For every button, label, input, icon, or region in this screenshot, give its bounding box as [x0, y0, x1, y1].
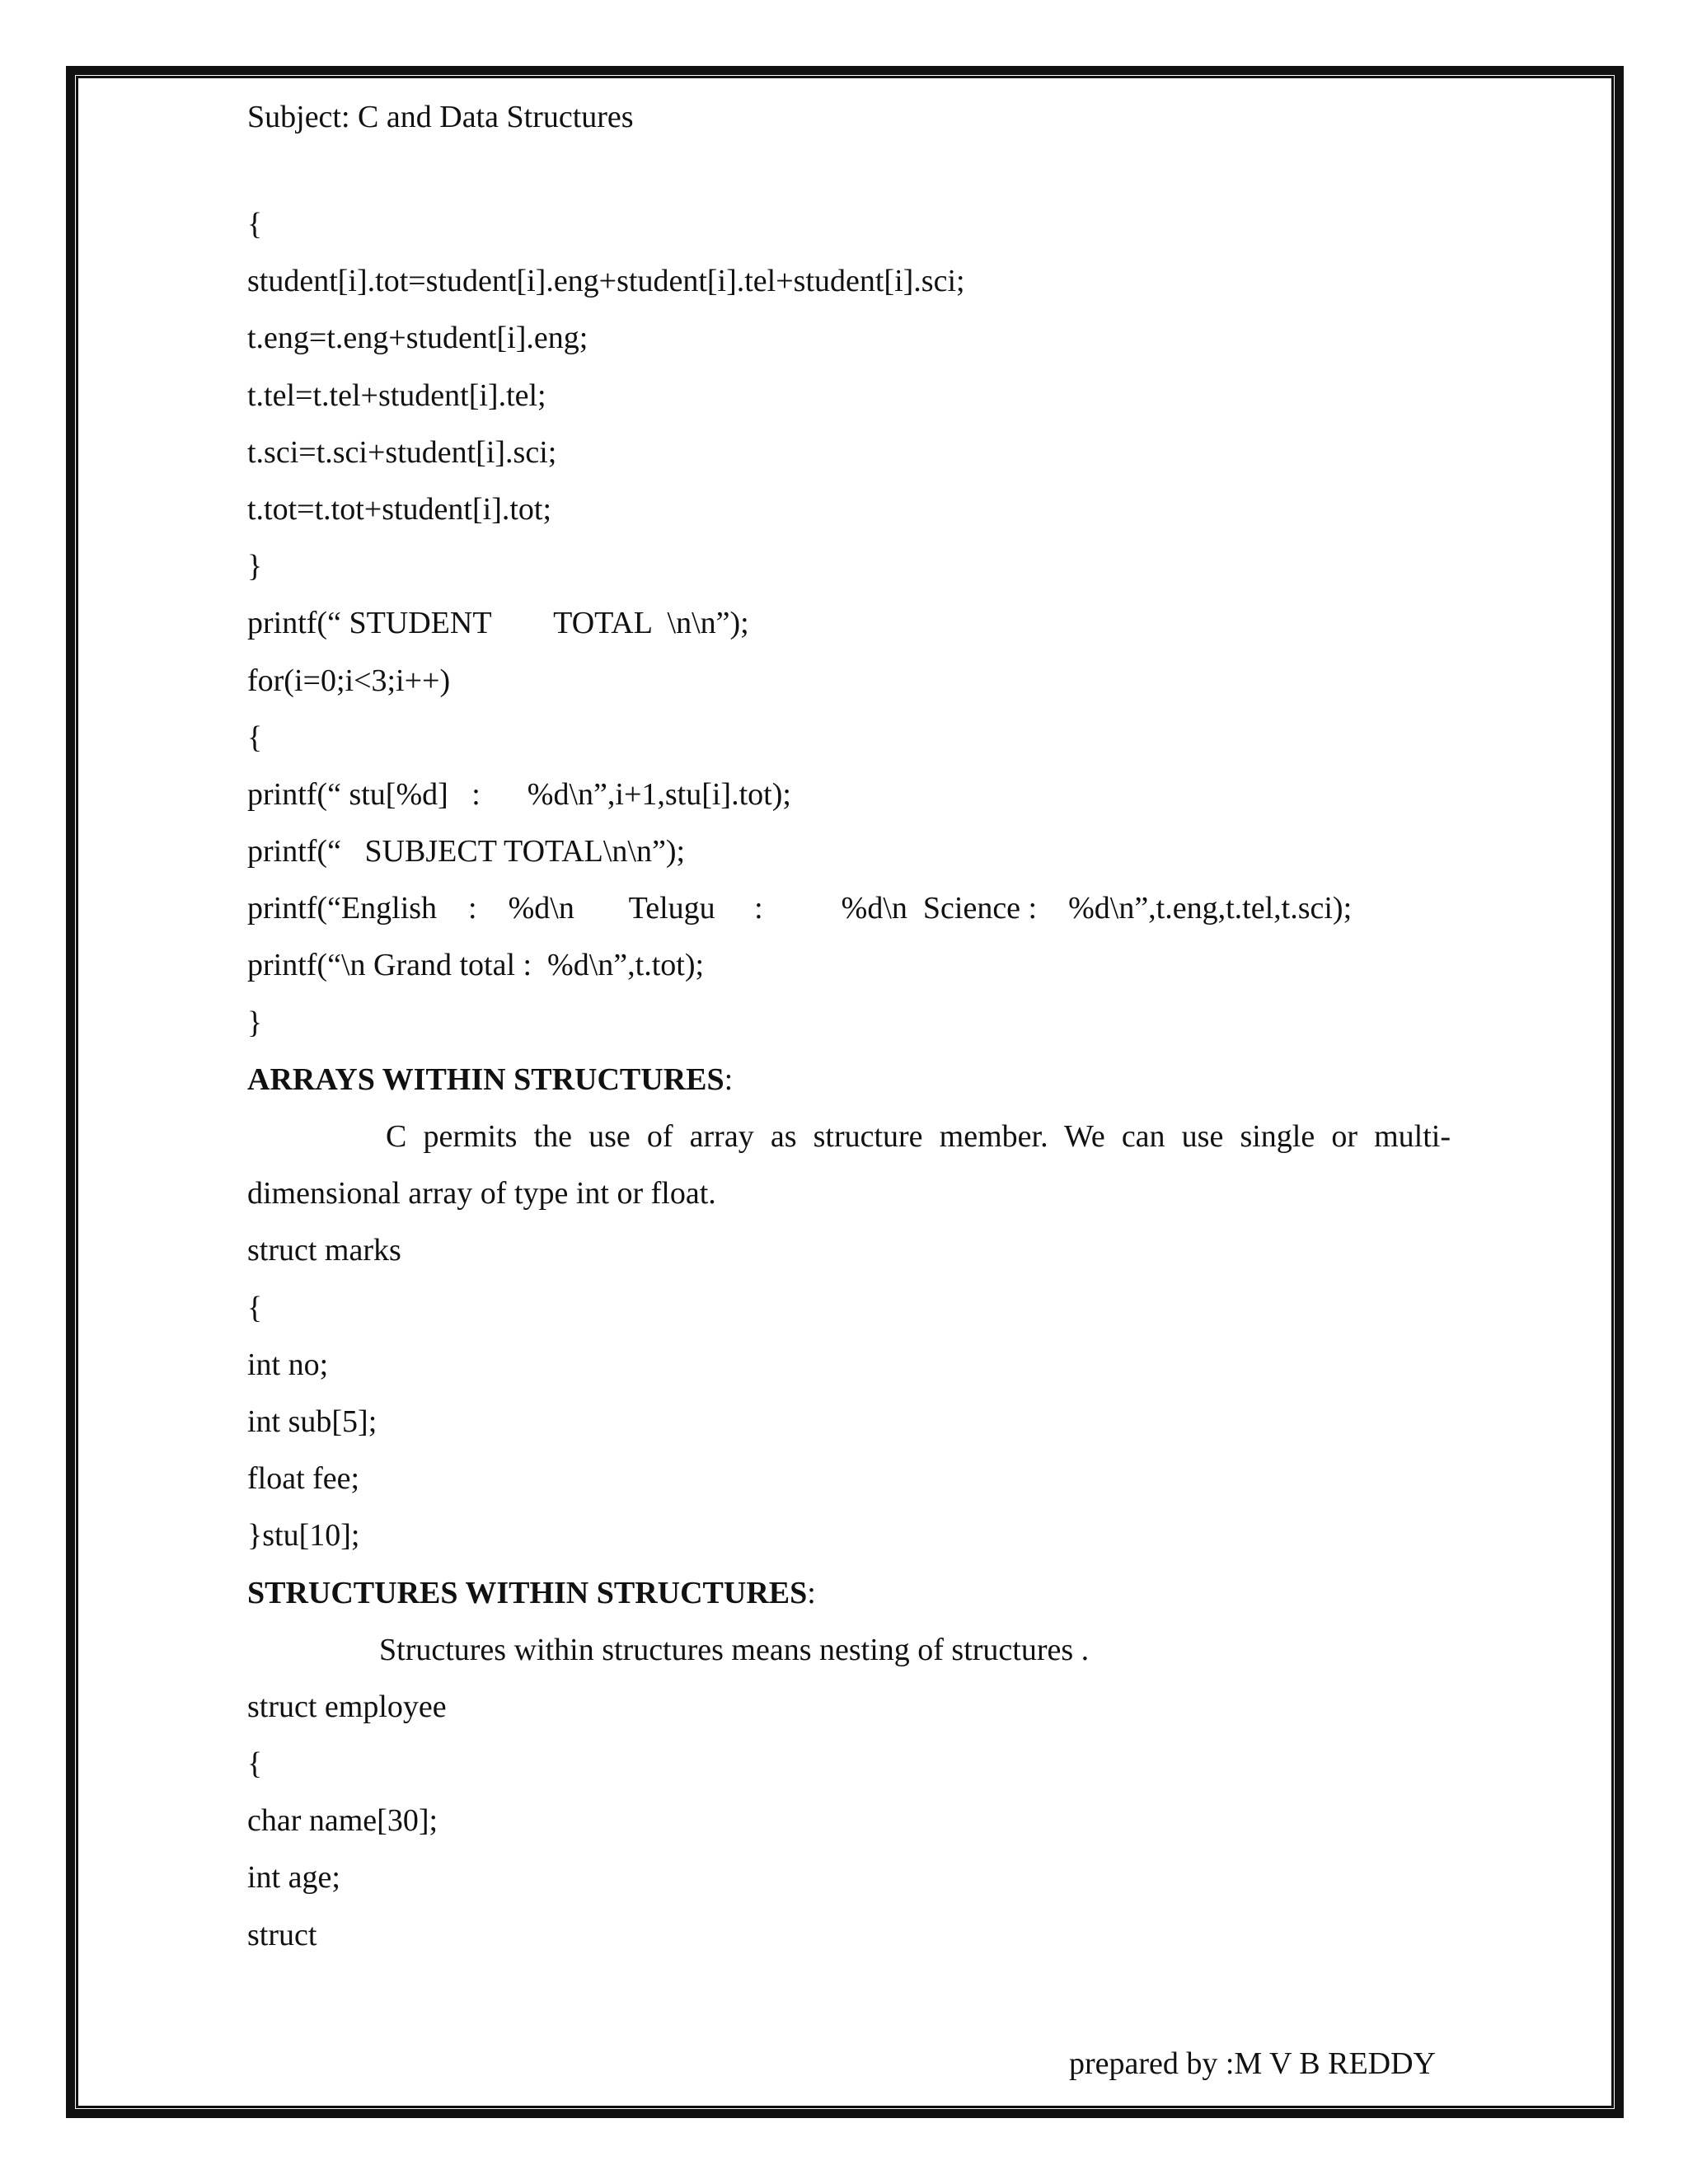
code-line: {	[247, 1290, 263, 1325]
page-content	[247, 196, 1451, 1964]
code-line: {	[247, 719, 263, 755]
code-line: for(i=0;i<3;i++)	[247, 663, 451, 698]
subject-header: Subject: C and Data Structures	[247, 100, 634, 134]
heading-colon: :	[807, 1575, 816, 1610]
section-heading-arrays	[247, 1052, 1451, 1108]
code-line: struct	[247, 1917, 317, 1952]
code-line: {	[247, 1746, 263, 1782]
code-line: printf(“ SUBJECT TOTAL\n\n”);	[247, 834, 686, 869]
code-line: float fee;	[247, 1461, 360, 1497]
code-line: student[i].tot=student[i].eng+student[i].tel+student[i].sci;	[247, 264, 965, 299]
code-line: t.tot=t.tot+student[i].tot;	[247, 491, 552, 527]
prepared-by-footer: prepared by :M V B REDDY	[1068, 2046, 1436, 2081]
code-line: }	[247, 1005, 263, 1040]
section-heading-structures	[247, 1565, 1451, 1622]
code-line: printf(“ STUDENT TOTAL \n\n”);	[247, 606, 749, 641]
heading-text: ARRAYS WITHIN STRUCTURES	[247, 1062, 724, 1097]
code-line: struct marks	[247, 1233, 401, 1268]
code-line: t.eng=t.eng+student[i].eng;	[247, 321, 588, 356]
code-line: }stu[10];	[247, 1518, 360, 1554]
heading-colon: :	[724, 1062, 734, 1097]
code-line: t.sci=t.sci+student[i].sci;	[247, 434, 557, 470]
code-line: int no;	[247, 1347, 329, 1382]
code-line: int age;	[247, 1860, 340, 1896]
code-line: char name[30];	[247, 1803, 438, 1839]
structures-paragraph: Structures within structures means nesting of structures .	[379, 1632, 1090, 1667]
code-line: }	[247, 549, 263, 584]
code-line: printf(“English : %d\n Telugu : %d\n Science : %d\n”,t.eng,t.tel,t.sci);	[247, 891, 1353, 926]
code-line: struct employee	[247, 1689, 447, 1724]
code-line: t.tel=t.tel+student[i].tel;	[247, 377, 546, 413]
code-line: int sub[5];	[247, 1404, 377, 1439]
heading-text: STRUCTURES WITHIN STRUCTURES	[247, 1575, 808, 1610]
code-line: printf(“ stu[%d] : %d\n”,i+1,stu[i].tot);	[247, 776, 791, 812]
code-line: printf(“\n Grand total : %d\n”,t.tot);	[247, 948, 705, 983]
arrays-paragraph: C permits the use of array as structure member. We can use single or multi-dimensional array of type int or float.	[247, 1119, 1451, 1212]
code-line: {	[247, 207, 263, 241]
